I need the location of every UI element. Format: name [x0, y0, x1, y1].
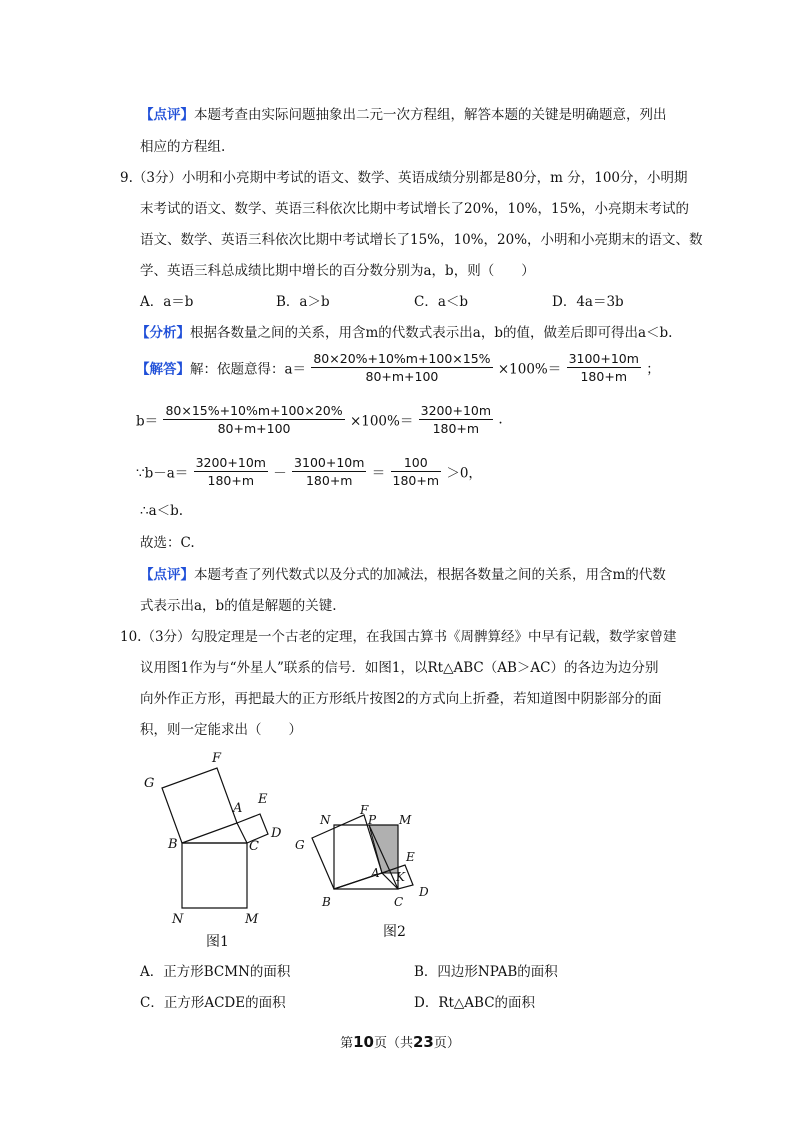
solution-therefore: ∴a＜b. — [140, 503, 184, 519]
fraction-b: $\frac{80\times 15\%+10\%m+100\times 20\%}{80+m+100}$ — [165, 403, 343, 436]
analysis-tag: 【分析】 — [136, 325, 190, 341]
solution-9-line-2: b＝ $\frac{80\times 15\%+10\%m+100\times 20\%}{80+m+100}$ ×100%＝ $\frac{3200+10m}{180+m}$ . — [136, 403, 503, 436]
label-M: M — [245, 912, 259, 927]
q9-line-2: 末考试的语文、数学、英语三科依次比期中考试增长了20%，10%，15%，小亮期末考试的 — [140, 201, 690, 217]
label2-C: C — [394, 895, 404, 909]
label2-N: N — [320, 813, 331, 827]
label2-B: B — [322, 895, 331, 909]
fraction-diff-result: $\frac{100}{180+m}$ — [392, 455, 440, 488]
page-total: 23 — [413, 1033, 434, 1051]
label-G: G — [144, 776, 155, 791]
page-number: 10 — [353, 1033, 374, 1051]
q10-option-a: A．正方形BCMN的面积 — [140, 964, 291, 980]
label-D: D — [271, 826, 282, 841]
figure-2-caption: 图2 — [383, 924, 406, 940]
fraction-diff-2: $\frac{3100+10m}{180+m}$ — [294, 455, 365, 488]
label2-A: A — [371, 866, 380, 880]
solution-9-line-1: 【解答】解：依题意得：a＝ $\frac{80\times 20\%+10\%m+100\times 15\%}{80+m+100}$ ×100%＝ $\frac{3100+10m}{180+m}$ ； — [136, 351, 660, 384]
fraction-diff-1: $\frac{3200+10m}{180+m}$ — [195, 455, 266, 488]
review-tag: 【点评】 — [140, 107, 194, 123]
square-bcmn — [182, 843, 247, 908]
fraction-b-result: $\frac{3200+10m}{180+m}$ — [420, 403, 492, 436]
label-A: A — [233, 801, 243, 816]
label-C: C — [249, 839, 259, 854]
q9-option-b: B．a＞b — [276, 294, 330, 310]
q9-option-d: D．4a＝3b — [552, 294, 624, 310]
figure-1 — [130, 740, 300, 950]
label2-D: D — [419, 885, 429, 899]
q9-line-1: 9.（3分）小明和小亮期中考试的语文、数学、英语成绩分别都是80分，m 分，100分，小明期 — [120, 170, 688, 186]
label2-K: K — [396, 870, 405, 884]
q10-option-b: B．四边形NPAB的面积 — [414, 964, 558, 980]
review-9-line-2: 式表示出a，b的值是解题的关键. — [140, 598, 337, 614]
q9-line-3: 语文、数学、英语三科依次比期中考试增长了15%，10%，20%，小明和小亮期末的语文、数 — [140, 232, 703, 248]
figure-2 — [285, 800, 445, 950]
page-footer: 第10页（共23页） — [340, 1033, 460, 1051]
review-tag: 【点评】 — [140, 567, 194, 583]
q10-option-d: D．Rt△ABC的面积 — [414, 995, 536, 1011]
q10-line-1: 10.（3分）勾股定理是一个古老的定理，在我国古算书《周髀算经》中早有记载，数学家曾建 — [120, 629, 677, 645]
review-8-line-2: 相应的方程组. — [140, 139, 226, 155]
q9-option-a: A．a＝b — [140, 294, 194, 310]
analysis-9: 【分析】根据各数量之间的关系，用含m的代数式表示出a，b的值，做差后即可得出a＜b. — [136, 325, 673, 341]
q9-option-c: C．a＜b — [414, 294, 469, 310]
figure-1-caption: 图1 — [206, 934, 229, 950]
review-9-line-1: 【点评】本题考查了列代数式以及分式的加减法，根据各数量之间的关系，用含m的代数 — [140, 567, 666, 583]
q10-line-4: 积，则一定能求出（ ） — [140, 722, 302, 738]
fraction-a-result: $\frac{3100+10m}{180+m}$ — [568, 351, 639, 384]
square-on-ab — [162, 768, 237, 843]
label-E: E — [258, 792, 268, 807]
label2-F: F — [360, 803, 369, 817]
q9-line-4: 学、英语三科总成绩比期中增长的百分数分别为a，b，则（ ） — [140, 263, 535, 279]
label-F: F — [212, 751, 222, 766]
solution-9-line-3: ∵b－a＝ $\frac{3200+10m}{180+m}$ － $\frac{3100+10m}{180+m}$ ＝ $\frac{100}{180+m}$ ＞0， — [136, 455, 482, 488]
review-8-line-1: 【点评】本题考查由实际问题抽象出二元一次方程组，解答本题的关键是明确题意，列出 — [140, 107, 667, 123]
label2-E: E — [406, 850, 415, 864]
solution-tag: 【解答】 — [136, 361, 190, 378]
label2-P: P — [368, 813, 377, 827]
label2-M: M — [399, 813, 412, 827]
label-N: N — [172, 912, 184, 927]
q10-line-2: 议用图1作为与“外星人”联系的信号．如图1，以Rt△ABC（AB＞AC）的各边为边分别 — [140, 660, 659, 676]
q10-option-c: C．正方形ACDE的面积 — [140, 995, 286, 1011]
label-B: B — [168, 837, 178, 852]
solution-choice: 故选：C. — [140, 535, 195, 551]
label2-G: G — [295, 838, 305, 852]
fraction-a: $\frac{80\times 20\%+10\%m+100\times 15\%}{80+m+100}$ — [313, 351, 491, 384]
q10-line-3: 向外作正方形，再把最大的正方形纸片按图2的方式向上折叠，若知道图中阴影部分的面 — [140, 691, 662, 707]
